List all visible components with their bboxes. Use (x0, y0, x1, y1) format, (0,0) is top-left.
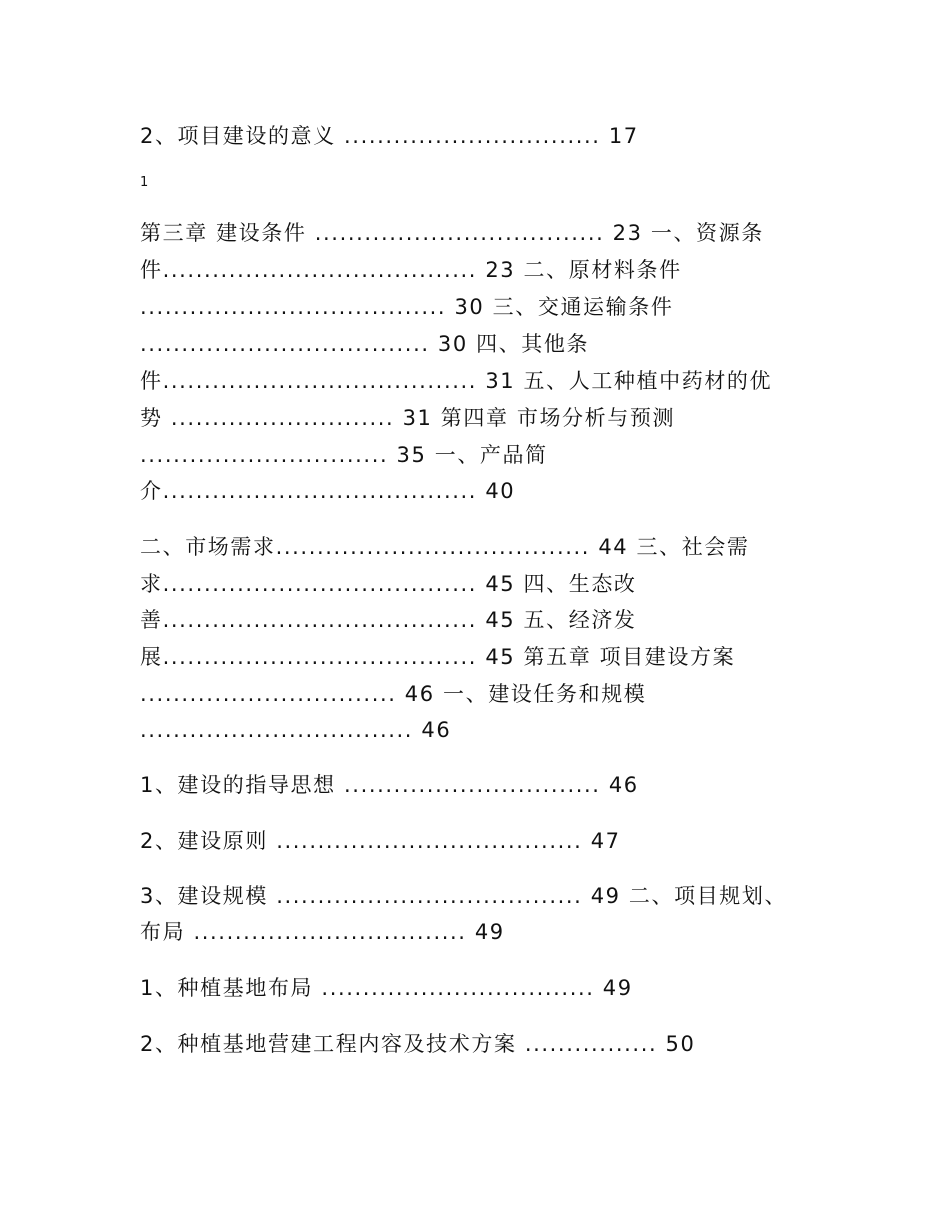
toc-line: 3、建设规模 ..................................... 49 二、项目规划、 (140, 884, 788, 908)
toc-line: 件...................................... 23 二、原材料条件 (140, 258, 682, 282)
toc-line: 第三章 建设条件 ................................... 23 一、资源条 (140, 221, 764, 245)
toc-line: 介...................................... 40 (140, 479, 516, 503)
toc-line: 2、项目建设的意义 ............................... 17 (140, 124, 639, 148)
toc-line: 1、建设的指导思想 ............................... 46 (140, 773, 639, 797)
toc-line: 1、种植基地布局 ................................. 49 (140, 976, 633, 1000)
toc-line: ................................... 30 四、其他条 (140, 332, 590, 356)
toc-line: ............................... 46 一、建设任务和规模 (140, 682, 647, 706)
toc-line: .............................. 35 一、产品简 (140, 443, 548, 467)
toc-line: 善...................................... 45 五、经济发 (140, 608, 637, 632)
toc-line: 件...................................... 31 五、人工种植中药材的优 (140, 369, 773, 393)
toc-line: 势 ........................... 31 第四章 市场分析与预测 (140, 406, 676, 430)
page-number-marker: 1 (140, 175, 149, 190)
toc-line: 求...................................... 45 四、生态改 (140, 572, 637, 596)
toc-line: ..................................... 30 三、交通运输条件 (140, 295, 674, 319)
toc-line: 2、建设原则 ..................................... 47 (140, 829, 621, 853)
toc-line: 2、种植基地营建工程内容及技术方案 ................ 50 (140, 1032, 696, 1056)
toc-line: 二、市场需求...................................... 44 三、社会需 (140, 535, 750, 559)
toc-line: ................................. 46 (140, 718, 452, 742)
toc-line: 布局 ................................. 49 (140, 920, 505, 944)
toc-line: 展...................................... 45 第五章 项目建设方案 (140, 645, 736, 669)
